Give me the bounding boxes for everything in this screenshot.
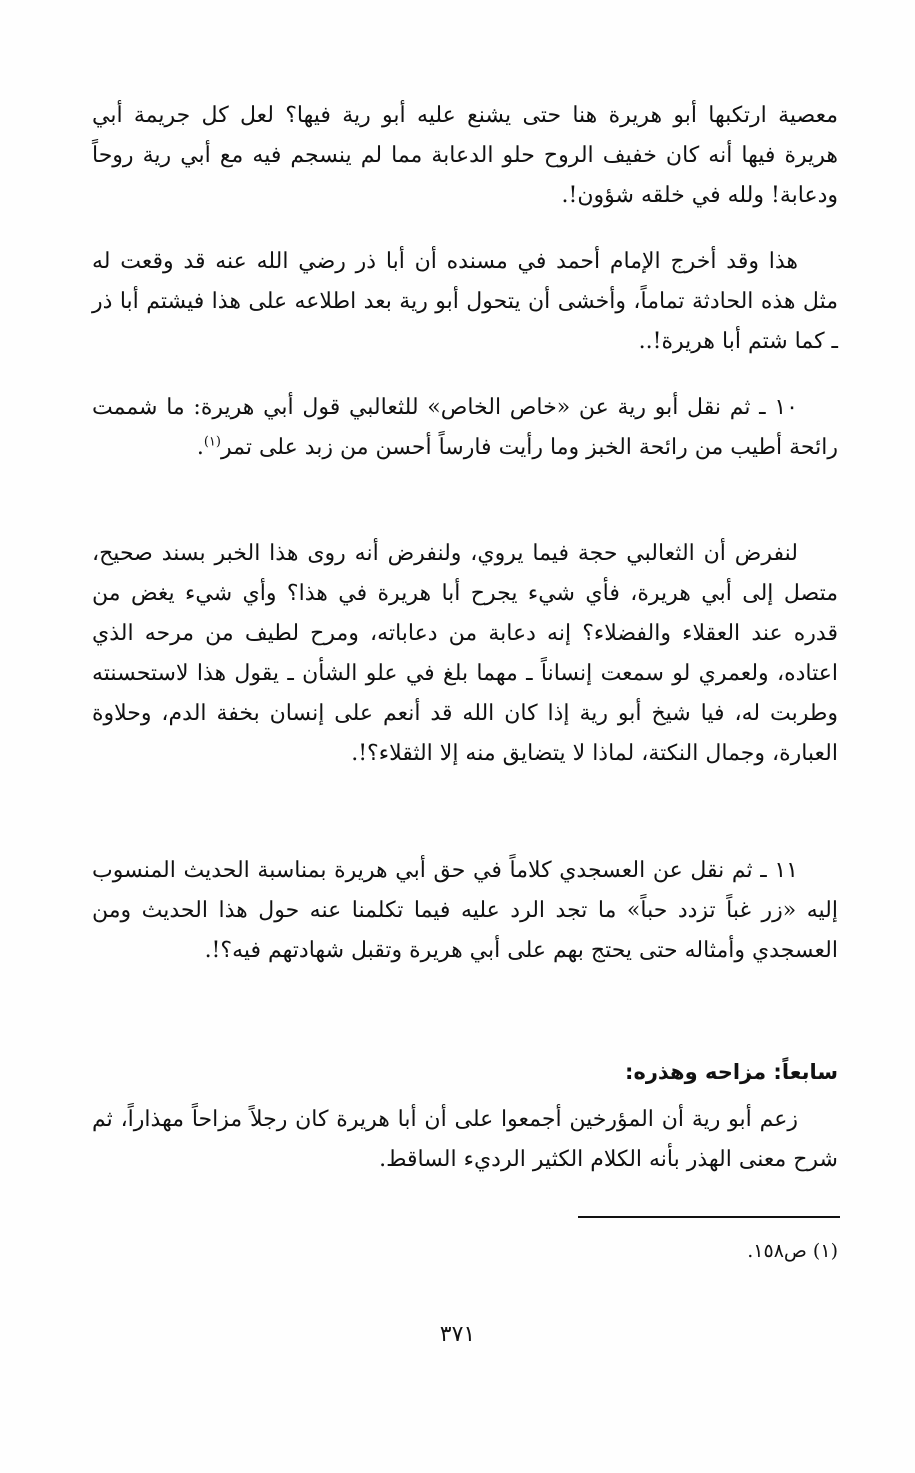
footnote: (١) ص١٥٨. <box>747 1240 838 1262</box>
footnote-reference[interactable]: (١) <box>203 434 221 450</box>
paragraph-2 <box>92 242 838 362</box>
paragraph-4 <box>92 534 838 774</box>
paragraph-4-text: لنفرض أن الثعالبي حجة فيما يروي، ولنفرض أنه روى هذا الخبر بسند صحيح، متصل إلى أبي هريرة، فأي شيء يجرح أبا هريرة في هذا؟ وأي شيء يغض من قدره عند العقلاء والفضلاء؟ إنه دعابة من دعاباته، ومرح لطيف من مرحه الذي اعتاده، ولعمري لو سمعت إنساناً ـ مهما بلغ في علو الشأن ـ يقول هذا لاستحسنته وطربت له، فيا شيخ أبو رية إذا كان الله قد أنعم على إنسان بخفة الدم، وحلاوة العبارة، وجمال النكتة، لماذا لا يتضايق منه إلا الثقلاء؟!. <box>92 541 838 766</box>
footnote-divider <box>578 1216 840 1218</box>
paragraph-5-text: ١١ ـ ثم نقل عن العسجدي كلاماً في حق أبي هريرة بمناسبة الحديث المنسوب إليه «زر غباً تزدد حباً» ما تجد الرد عليه فيما تكلمنا عنه حول هذا الحديث ومن العسجدي وأمثاله حتى يحتج بهم على أبي هريرة وتقبل شهادتهم فيه؟!. <box>92 858 838 963</box>
paragraph-3 <box>92 388 838 468</box>
paragraph-6 <box>92 1100 838 1180</box>
paragraph-2-text: هذا وقد أخرج الإمام أحمد في مسنده أن أبا ذر رضي الله عنه قد وقعت له مثل هذه الحادثة تماماً، وأخشى أن يتحول أبو رية بعد اطلاعه على هذا فيشتم أبا ذر ـ كما شتم أبا هريرة!.. <box>92 249 838 354</box>
section-heading: سابعاً: مزاحه وهذره: <box>625 1060 838 1084</box>
paragraph-3-text: ١٠ ـ ثم نقل أبو رية عن «خاص الخاص» للثعالبي قول أبي هريرة: ما شممت رائحة أطيب من رائحة الخبز وما رأيت فارساً أحسن من زبد على تمر <box>92 395 838 460</box>
page-number: ٣٧١ <box>439 1322 476 1347</box>
paragraph-1 <box>92 96 838 216</box>
paragraph-5 <box>92 851 838 971</box>
paragraph-1-text: معصية ارتكبها أبو هريرة هنا حتى يشنع عليه أبو رية فيها؟ لعل كل جريمة أبي هريرة فيها أنه كان خفيف الروح حلو الدعابة مما لم ينسجم فيه مع أبي رية روحاً ودعابة! ولله في خلقه شؤون!. <box>92 103 838 208</box>
paragraph-3-end: . <box>196 435 204 460</box>
paragraph-6-text: زعم أبو رية أن المؤرخين أجمعوا على أن أبا هريرة كان رجلاً مزاحاً مهذاراً، ثم شرح معنى الهذر بأنه الكلام الكثير الرديء الساقط. <box>92 1107 838 1172</box>
